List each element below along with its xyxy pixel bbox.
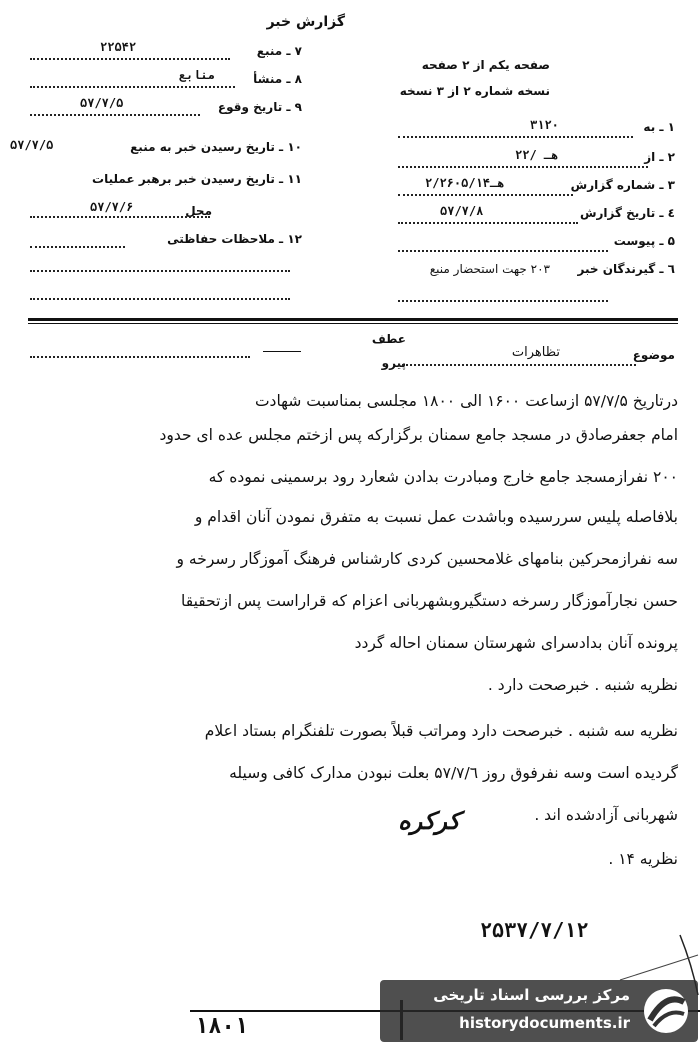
note-tuesday-line-1: نظریه سه شنبه . خبرصحت دارد ومراتب قبلاً بصورت تلفنگرام بستاد اعلام xyxy=(204,722,678,740)
field-8-value: منابع xyxy=(178,68,215,82)
note-tuesday-line-2: گردیده است وسه نفرفوق روز ۵۷/۷/٦ بعلت نبودن مدارک کافی وسیله xyxy=(229,764,678,782)
body-line-6: حسن نجارآموزگار رسرخه دستگیروبشهربانی اعزام که قراراست پس ازتحقیقا xyxy=(181,592,678,610)
field-6-value: ۲۰۳ جهت استحضار منبع xyxy=(429,262,550,276)
field-12-line-3 xyxy=(30,298,290,300)
bottom-fragment: ۱۸۰۱ xyxy=(195,1014,248,1039)
field-12-line-1 xyxy=(30,246,125,248)
field-9-value: ۵۷/۷/۵ xyxy=(80,96,124,110)
field-8-label: ۸ ـ منشأ xyxy=(253,72,302,86)
field-9-line xyxy=(30,114,200,116)
note-tuesday-line-3: شهربانی آزادشده اند . xyxy=(534,806,678,824)
field-8-line xyxy=(30,86,235,88)
body-line-7: پرونده آنان بدادسرای شهرستان سمنان احاله گردد xyxy=(354,634,678,652)
field-7-label: ۷ ـ منبع xyxy=(256,44,302,58)
field-11-line xyxy=(30,216,210,218)
field-2-line xyxy=(398,166,648,168)
reference-divider xyxy=(263,351,301,352)
body-line-5: سه نفرازمحرکین بنامهای غلامحسین کردی کارشناس فرهنگ آموزگار رسرخه و xyxy=(176,550,678,568)
body-line-3: ۲۰۰ نفرازمسجد جامع خارج ومبادرت بدادن شعارد رود برسمینی نموده که xyxy=(208,468,678,486)
field-1-line xyxy=(398,136,633,138)
field-4-value: ۵۷/۷/۸ xyxy=(440,204,484,218)
field-2-value: ۲۲/ هـ xyxy=(515,148,559,162)
note-14: نظریه ۱۴ . xyxy=(608,850,678,868)
separator-top xyxy=(28,318,678,321)
watermark-title: مرکز بررسی اسناد تاریخی xyxy=(433,986,630,1004)
field-3-label: ۳ ـ شماره گزارش xyxy=(570,178,675,192)
field-9-label: ۹ ـ تاریخ وقوع xyxy=(217,100,302,114)
note-saturday: نظریه شنبه . خبرصحت دارد . xyxy=(487,676,678,694)
subject-label: موضوع xyxy=(632,348,675,362)
subject-value: تظاهرات xyxy=(511,345,560,360)
copy-info: نسخه شماره ۲ از ۳ نسخه xyxy=(399,84,550,98)
reference-label-bottom: پیرو xyxy=(381,356,406,370)
field-10-value: ۵۷/۷/۵ xyxy=(10,138,54,152)
field-4-line xyxy=(398,222,578,224)
field-1-value: ۳۱۲۰ xyxy=(530,118,559,132)
field-7-line xyxy=(30,58,230,60)
reference-label-top: عطف xyxy=(371,332,406,346)
date-stamp: ۲۵۳۷/۷/۱۲ xyxy=(480,918,589,942)
field-1-label: ۱ ـ به xyxy=(643,120,675,134)
field-6-line xyxy=(398,300,608,302)
body-line-4: بلافاصله پلیس سررسیده وباشدت عمل نسبت به متفرق نمودن آنان اقدام و xyxy=(194,508,678,526)
watermark xyxy=(380,980,698,1042)
field-11-label: ۱۱ ـ تاریخ رسیدن خبر برهبر عملیات xyxy=(92,172,302,186)
reference-line xyxy=(30,356,250,358)
field-7-value: ۲۲۵۴۲ xyxy=(100,40,137,54)
handwritten-signature: کرکره xyxy=(398,806,460,835)
field-12-label: ۱۲ ـ ملاحظات حفاظتی xyxy=(167,232,302,246)
body-line-1: درتاریخ ۵۷/۷/۵ ازساعت ۱۶۰۰ الی ۱۸۰۰ مجلسی بمناسبت شهادت xyxy=(254,392,678,410)
field-5-line xyxy=(398,250,608,252)
body-line-2: امام جعفرصادق در مسجد جامع سمنان برگزارکه پس ازختم مجلس عده ای حدود xyxy=(159,426,678,444)
field-10-label: ۱۰ ـ تاریخ رسیدن خبر به منبع xyxy=(130,140,302,154)
field-6-label: ٦ ـ گیرندگان خبر xyxy=(577,262,675,276)
watermark-url: historydocuments.ir xyxy=(459,1014,630,1032)
page-info: صفحه یکم از ۲ صفحه xyxy=(421,58,550,72)
field-11-place-label: محل xyxy=(185,204,212,218)
field-2-label: ۲ ـ از xyxy=(644,150,675,164)
field-12-line-2 xyxy=(30,270,290,272)
separator-top-thin xyxy=(28,323,678,324)
watermark-logo-icon xyxy=(640,986,692,1036)
document-title: گزارش خبر xyxy=(266,14,345,30)
field-3-line xyxy=(398,194,573,196)
field-11-value: ۵۷/۷/۶ xyxy=(90,200,134,214)
subject-line xyxy=(398,364,636,366)
field-4-label: ٤ ـ تاریخ گزارش xyxy=(579,206,675,220)
field-3-value: ۲/۲۶۰۵/۱۴هـ xyxy=(425,176,505,190)
field-5-label: ۵ ـ پیوست xyxy=(613,234,675,248)
